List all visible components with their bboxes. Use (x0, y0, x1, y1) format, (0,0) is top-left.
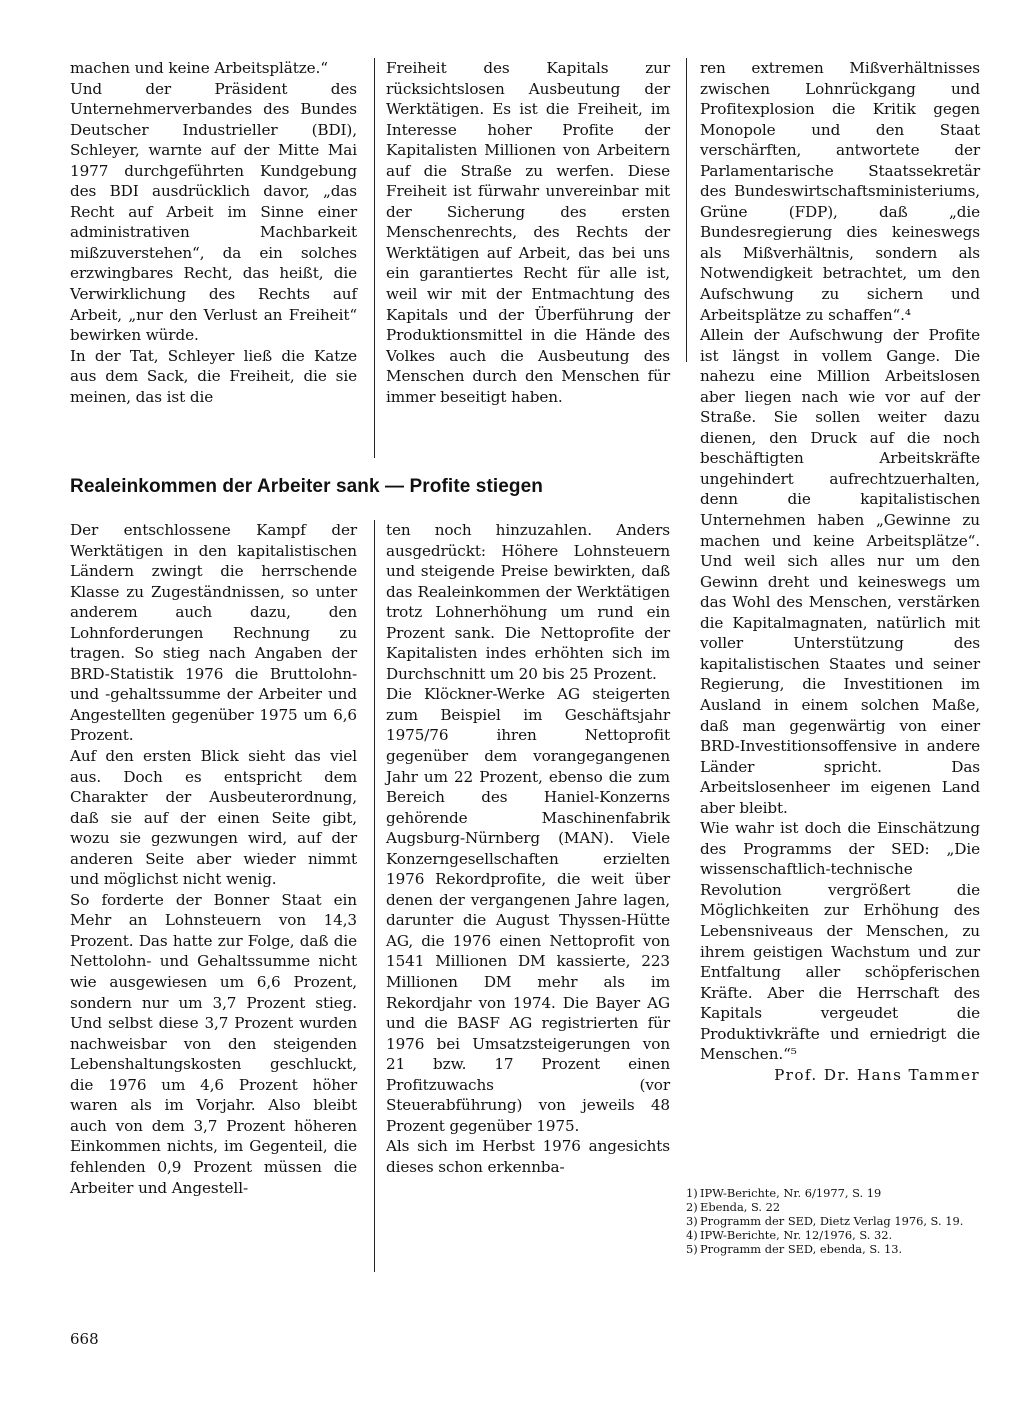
paragraph: Allein der Aufschwung der Profite ist längst in vollem Gange. Die nahezu eine Million Arbeitslosen aber liegen nach wie vor auf der Straße. Sie sollen weiter dazu dienen, den Druck auf die noch beschäftigten Arbeitskräfte ungehindert aufrechtzuerhalten, denn die kapitalistischen Unternehmen haben „Gewinne zu machen und keine Arbeitsplätze“. Und weil sich alles nur um den Gewinn dreht und keineswegs um das Wohl des Menschen, verstärken die Kapitalmagnaten, natürlich mit voller Unterstützung des kapitalistischen Staates und seiner Regierung, die Investitionen im Ausland in einem solchen Maße, daß man gegenwärtig von einer BRD-Investitionsoffensive in andere Länder spricht. Das Arbeitslosenheer im eigenen Land aber bleibt. (700, 326, 980, 817)
page-number: 668 (70, 1330, 99, 1348)
footnote-text: IPW-Berichte, Nr. 6/1977, S. 19 (700, 1186, 882, 1200)
footnote-number: 1) (686, 1186, 698, 1200)
paragraph: machen und keine Arbeitsplätze.“ (70, 59, 328, 77)
footnote-number: 5) (686, 1242, 698, 1256)
author-signature: Prof. Dr. Hans Tammer (774, 1065, 980, 1084)
column-2-top (386, 58, 670, 407)
paragraph: Und der Präsident des Unternehmerverbandes des Bundes Deutscher Industrieller (BDI), Schleyer, warnte auf der Mitte Mai 1977 durchgeführten Kundgebung des BDI ausdrücklich davor, „das Recht auf Arbeit im Sinne einer administrativen Machbarkeit mißzuverstehen“, da ein solches erzwingbares Recht, das heißt, die Verwirklichung des Rechts auf Arbeit, „nur den Verlust an Freiheit“ bewirken würde. (70, 79, 357, 345)
paragraph: So forderte der Bonner Staat ein Mehr an Lohnsteuern von 14,3 Prozent. Das hatte zur Folge, daß die Nettolohn- und Gehaltssumme nicht wie ausgewiesen um 6,6 Prozent, sondern nur um 3,7 Prozent stieg. Und selbst diese 3,7 Prozent wurden nachweisbar von den steigenden Lebenshaltungskosten geschluckt, die 1976 um 4,6 Prozent höher waren als im Vorjahr. Also bleibt auch von dem 3,7 Prozent höheren Einkommen nichts, im Gegenteil, die fehlenden 0,9 Prozent müssen die Arbeiter und Angestell- (70, 890, 357, 1197)
footnote (686, 1228, 976, 1242)
footnote (686, 1242, 976, 1256)
footnote-text: Ebenda, S. 22 (700, 1200, 781, 1214)
footnotes (686, 1186, 976, 1256)
column-3 (700, 58, 980, 1085)
footnote (686, 1214, 976, 1228)
column-1-bottom (70, 520, 357, 1198)
footnote-number: 2) (686, 1200, 698, 1214)
footnote (686, 1186, 976, 1200)
paragraph: Als sich im Herbst 1976 angesichts dieses schon erkennba- (386, 1137, 670, 1176)
paragraph: Freiheit des Kapitals zur rücksichtslosen Ausbeutung der Werktätigen. Es ist die Freiheit, im Interesse hoher Profite der Kapitalisten Millionen von Arbeitern auf die Straße zu werfen. Diese Freiheit ist fürwahr unvereinbar mit der Sicherung des ersten Menschenrechts, des Rechts der Werktätigen auf Arbeit, das bei uns ein garantiertes Recht für alle ist, weil wir mit der Entmachtung des Kapitals und der Überführung der Produktionsmittel in die Hände des Volkes auch die Ausbeutung des Menschen durch den Menschen für immer beseitigt haben. (386, 59, 670, 406)
paragraph: Auf den ersten Blick sieht das viel aus. Doch es entspricht dem Charakter der Ausbeuterordnung, daß sie auf der einen Seite gibt, wozu sie gezwungen wird, auf der anderen Seite aber wieder nimmt und möglichst nicht wenig. (70, 747, 357, 889)
footnote-number: 3) (686, 1214, 698, 1228)
paragraph: ren extremen Mißverhältnisses zwischen Lohnrückgang und Profitexplosion die Kritik gegen Monopole und den Staat verschärften, antwortete der Parlamentarische Staatssekretär des Bundeswirtschaftsministeriums, Grüne (FDP), daß „die Bundesregierung dies keineswegs als Mißverhältnis, sondern als Notwendigkeit betrachtet, um den Aufschwung zu sichern und Arbeitsplätze zu schaffen“.⁴ (700, 59, 980, 324)
column-1-top (70, 58, 357, 407)
paragraph: ten noch hinzuzahlen. Anders ausgedrückt: Höhere Lohnsteuern und steigende Preise bewirkten, daß das Realeinkommen der Werktätigen trotz Lohnerhöhung um rund ein Prozent sank. Die Nettoprofite der Kapitalisten indes erhöhten sich im Durchschnitt um 20 bis 25 Prozent. (386, 521, 670, 683)
column-2-bottom (386, 520, 670, 1178)
footnote (686, 1200, 976, 1214)
paragraph: Der entschlossene Kampf der Werktätigen in den kapitalistischen Ländern zwingt die herrschende Klasse zu Zugeständnissen, so unter anderem auch dazu, den Lohnforderungen Rechnung zu tragen. So stieg nach Angaben der BRD-Statistik 1976 die Bruttolohn- und -gehaltssumme der Arbeiter und Angestellten gegenüber 1975 um 6,6 Prozent. (70, 521, 357, 745)
section-heading: Realeinkommen der Arbeiter sank — Profite stiegen (70, 476, 544, 497)
footnote-text: IPW-Berichte, Nr. 12/1976, S. 32. (700, 1228, 893, 1242)
paragraph: Wie wahr ist doch die Einschätzung des Programms der SED: „Die wissenschaftlich-technische Revolution vergrößert die Möglichkeiten zur Erhöhung des Lebensniveaus der Menschen, zu ihrem geistigen Wachstum und zur Entfaltung aller schöpferischen Kräfte. Aber die Herrschaft des Kapitals vergeudet die Produktivkräfte und erniedrigt die Menschen.“⁵ (700, 819, 980, 1064)
column-rule (374, 58, 375, 458)
paragraph: Die Klöckner-Werke AG steigerten zum Beispiel im Geschäftsjahr 1975/76 ihren Nettoprofit gegenüber dem vorangegangenen Jahr um 22 Prozent, ebenso die zum Bereich des Haniel-Konzerns gehörende Maschinenfabrik Augsburg-Nürnberg (MAN). Viele Konzerngesellschaften erzielten 1976 Rekordprofite, die weit über denen der vergangenen Jahre lagen, darunter die August Thyssen-Hütte AG, die 1976 einen Nettoprofit von 1541 Millionen DM kassierte, 223 Millionen DM mehr als im Rekordjahr von 1974. Die Bayer AG und die BASF AG registrierten für 1976 bei Umsatzsteigerungen von 21 bzw. 17 Prozent einen Profitzuwachs (vor Steuerabführung) von jeweils 48 Prozent gegenüber 1975. (386, 685, 670, 1135)
column-rule (374, 520, 375, 1272)
footnote-number: 4) (686, 1228, 698, 1242)
footnote-text: Programm der SED, ebenda, S. 13. (700, 1242, 903, 1256)
column-rule (686, 58, 687, 362)
paragraph: In der Tat, Schleyer ließ die Katze aus dem Sack, die Freiheit, die sie meinen, das ist die (70, 346, 357, 406)
footnote-text: Programm der SED, Dietz Verlag 1976, S. 19. (700, 1214, 964, 1228)
